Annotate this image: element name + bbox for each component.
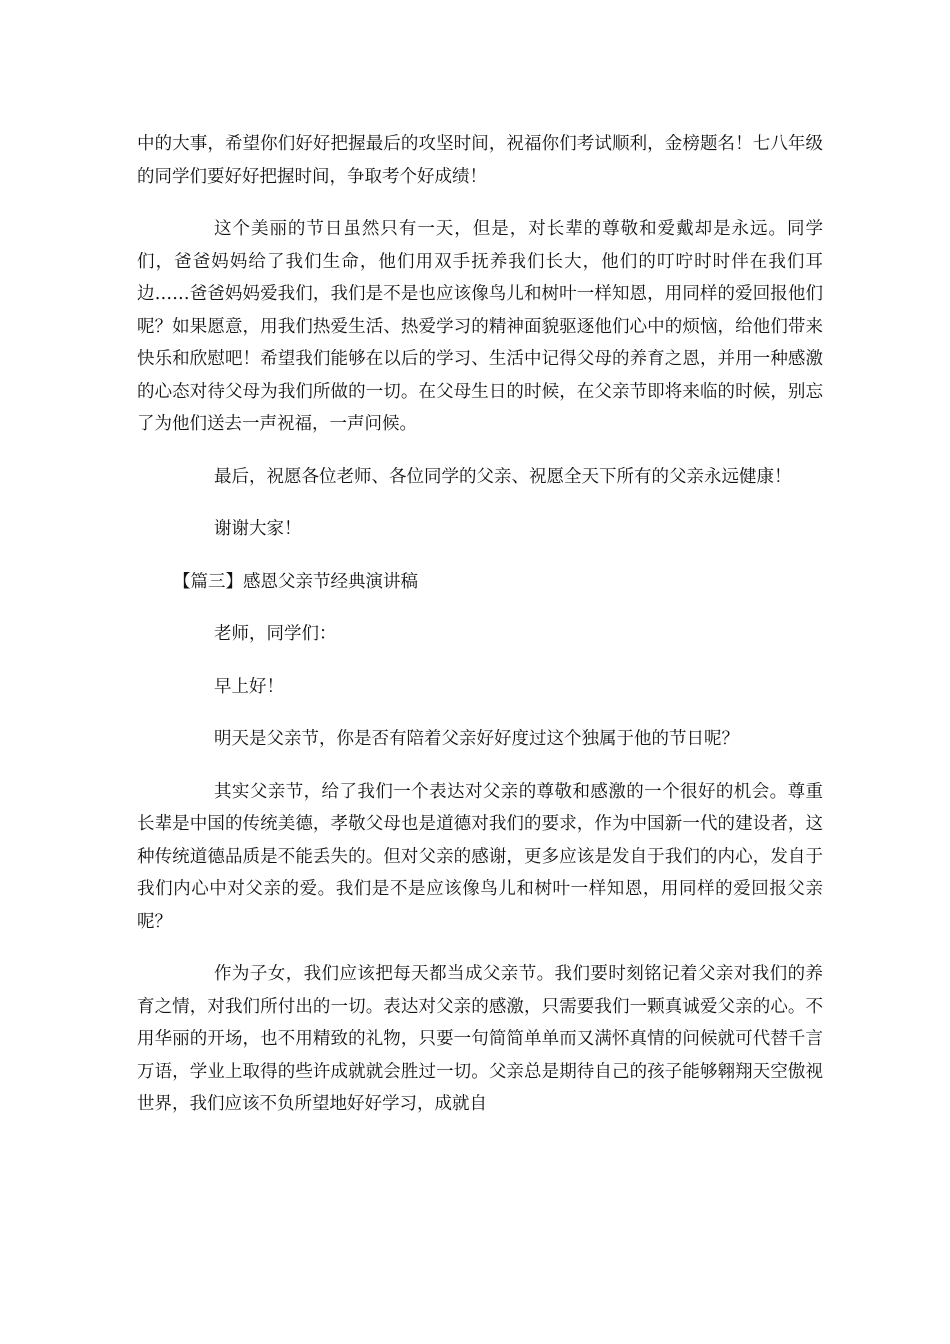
- paragraph-thanks: 谢谢大家！: [214, 519, 302, 539]
- paragraph-fathers-day-question: 明天是父亲节，你是否有陪着父亲好好度过这个独属于他的节日呢？: [214, 729, 739, 749]
- paragraph-respect-elders: 这个美丽的节日虽然只有一天，但是，对长辈的尊敬和爱戴却是永远。同学们，爸爸妈妈给了我们生命，他们用双手抚养我们长大，他们的叮咛时时伴在我们耳边……爸爸妈妈爱我们，我们是不是也应该像鸟儿和树叶一样知恩，用同样的爱回报他们呢？如果愿意，用我们热爱生活、热爱学习的精神面貌驱逐他们心中的烦恼，给他们带来快乐和欣慰吧！希望我们能够在以后的学习、生活中记得父母的养育之恩，并用一种感激的心态对待父母为我们所做的一切。在父母生日的时候，在父亲节即将来临的时候，别忘了为他们送去一声祝福，一声问候。: [137, 219, 823, 434]
- paragraph-as-children: 作为子女，我们应该把每天都当成父亲节。我们要时刻铭记着父亲对我们的养育之情，对我们所付出的一切。表达对父亲的感激，只需要我们一颗真诚爱父亲的心。不用华丽的开场，也不用精致的礼物，只要一句简简单单而又满怀真情的问候就可代替千言万语，学业上取得的些许成就就会胜过一切。父亲总是期待自己的孩子能够翱翔天空傲视世界，我们应该不负所望地好好学习，成就自: [137, 964, 823, 1114]
- section-heading: 【篇三】感恩父亲节经典演讲稿: [173, 571, 418, 592]
- document-page: [137, 128, 823, 1121]
- paragraph-greeting-salutation: 老师，同学们：: [214, 624, 337, 644]
- paragraph-fathers-day-meaning: 其实父亲节，给了我们一个表达对父亲的尊敬和感激的一个很好的机会。尊重长辈是中国的传统美德，孝敬父母也是道德对我们的要求，作为中国新一代的建设者，这种传统道德品质是不能丢失的。但对父亲的感谢，更多应该是发自于我们的内心，发自于我们内心中对父亲的爱。我们是不是应该像鸟儿和树叶一样知恩，用同样的爱回报父亲呢？: [137, 781, 823, 932]
- paragraph-continuation: 中的大事，希望你们好好把握最后的攻坚时间，祝福你们考试顺利，金榜题名！七八年级的同学们要好好把握时间，争取考个好成绩！: [137, 134, 823, 187]
- paragraph-good-morning: 早上好！: [214, 676, 284, 697]
- paragraph-blessing: 最后，祝愿各位老师、各位同学的父亲、祝愿全天下所有的父亲永远健康！: [214, 466, 792, 487]
